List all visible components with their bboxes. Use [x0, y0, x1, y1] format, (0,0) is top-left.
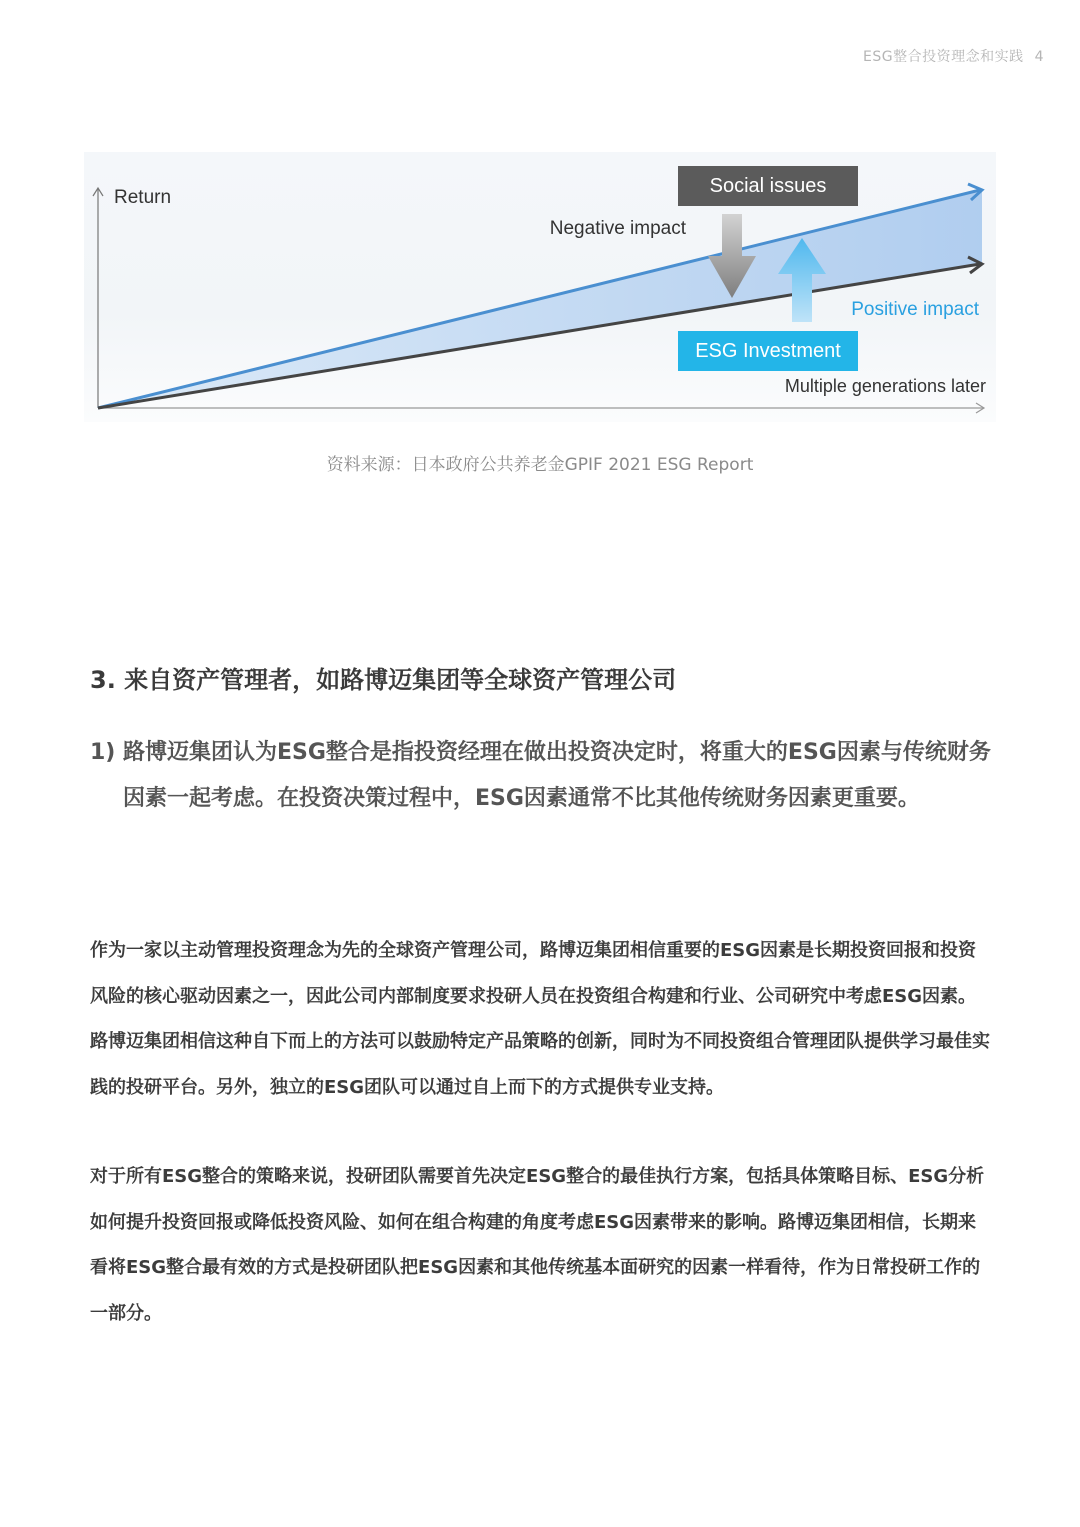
esg-investment-label: ESG Investment	[695, 340, 841, 362]
figure-caption: 资料来源：日本政府公共养老金GPIF 2021 ESG Report	[326, 455, 754, 475]
sub-heading-text: 路博迈集团认为ESG整合是指投资经理在做出投资决定时，将重大的ESG因素与传统财务因素一起考虑。在投资决策过程中，ESG因素通常不比其他传统财务因素更重要。	[123, 740, 991, 811]
page-number: 4	[1034, 49, 1044, 65]
paragraph-1: 作为一家以主动管理投资理念为先的全球资产管理公司，路博迈集团相信重要的ESG因素是长期投资回报和投资风险的核心驱动因素之一，因此公司内部制度要求投研人员在投资组合构建和行业、公司研究中考虑ESG因素。路博迈集团相信这种自下而上的方法可以鼓励特定产品策略的创新，同时为不同投资组合管理团队提供学习最佳实践的投研平台。另外，独立的ESG团队可以通过自上而下的方式提供专业支持。	[90, 940, 990, 1098]
x-axis-label: Multiple generations later	[784, 376, 986, 396]
section-title: 3. 来自资产管理者，如路博迈集团等全球资产管理公司	[90, 666, 677, 694]
positive-impact-label: Positive impact	[851, 299, 979, 320]
esg-impact-figure	[84, 152, 996, 422]
sub-heading-number: 1)	[90, 740, 116, 765]
y-axis-label: Return	[114, 187, 172, 208]
page-header	[863, 46, 1044, 66]
social-issues-label: Social issues	[709, 175, 827, 197]
sub-heading	[90, 730, 995, 822]
paragraph-2: 对于所有ESG整合的策略来说，投研团队需要首先决定ESG整合的最佳执行方案，包括具体策略目标、ESG分析如何提升投资回报或降低投资风险、如何在组合构建的角度考虑ESG因素带来的影响。路博迈集团相信，长期来看将ESG整合最有效的方式是投研团队把ESG因素和其他传统基本面研究的因素一样看待，作为日常投研工作的一部分。	[90, 1166, 985, 1324]
running-title: ESG整合投资理念和实践	[863, 49, 1024, 65]
negative-impact-label: Negative impact	[549, 218, 686, 239]
figure-svg	[84, 152, 996, 422]
